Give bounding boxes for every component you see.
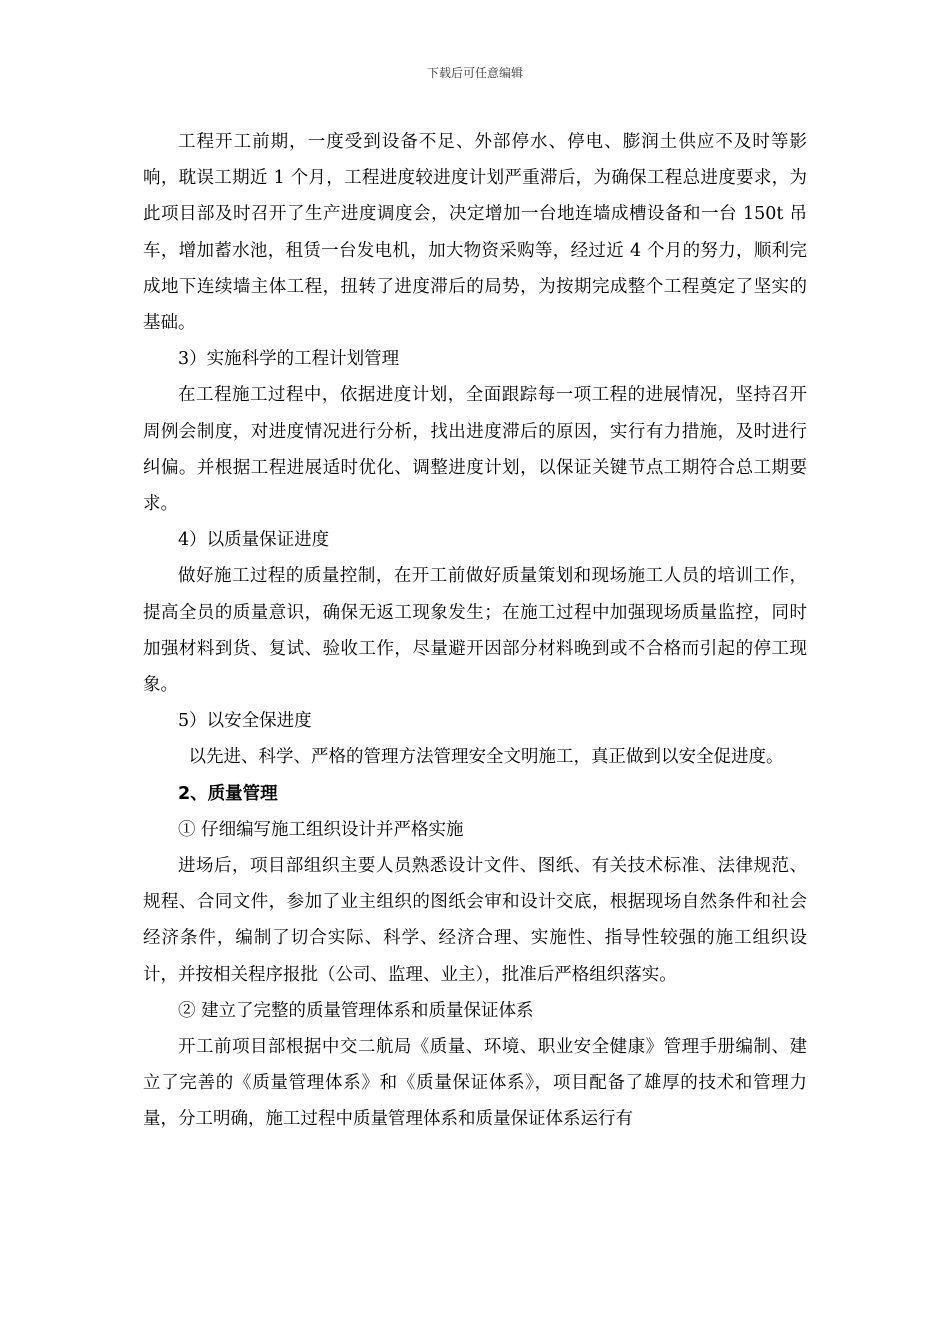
paragraph-safety-schedule: 以先进、科学、严格的管理方法管理安全文明施工，真正做到以安全促进度。 (188, 747, 784, 768)
heading-quality-schedule: 4）以质量保证进度 (178, 530, 330, 551)
document-body (143, 124, 807, 1138)
heading-planning-management: 3）实施科学的工程计划管理 (178, 349, 400, 370)
section-heading-quality-management: 2、质量管理 (178, 783, 278, 804)
paragraph-quality-schedule: 做好施工过程的质量控制，在开工前做好质量策划和现场施工人员的培训工作，提高全员的质量意识，确保无返工现象发生；在施工过程中加强现场质量监控，同时加强材料到货、复试、验收工作，尽量避开因部分材料晚到或不合格而引起的停工现象。 (143, 566, 807, 696)
paragraph-construction-design: 进场后，项目部组织主要人员熟悉设计文件、图纸、有关技术标准、法律规范、规程、合同文件，参加了业主组织的图纸会审和设计交底，根据现场自然条件和社会经济条件，编制了切合实际、科学、经济合理、实施性、指导性较强的施工组织设计，并按相关程序报批（公司、监理、业主），批准后严格组织落实。 (143, 856, 807, 985)
paragraph-quality-system: 开工前项目部根据中交二航局《质量、环境、职业安全健康》管理手册编制、建立了完善的《质量管理体系》和《质量保证体系》，项目配备了雄厚的技术和管理力量，分工明确，施工过程中质量管理体系和质量保证体系运行有 (143, 1037, 807, 1130)
paragraph-schedule-delay: 工程开工前期，一度受到设备不足、外部停水、停电、膨润土供应不及时等影响，耽误工期近 1 个月，工程进度较进度计划严重滞后，为确保工程总进度要求，为此项目部及时召开了生产进度调度会，决定增加一台地连墙成槽设备和一台 150t 吊车，增加蓄水池，租赁一台发电机，加大物资采购等，经过近 4 个月的努力，顺利完成地下连续墙主体工程，扭转了进度滞后的局势，为按期完成整个工程奠定了坚实的基础。 (143, 132, 807, 334)
heading-quality-system: ② 建立了完整的质量管理体系和质量保证体系 (178, 1000, 534, 1021)
paragraph-planning-management: 在工程施工过程中，依据进度计划，全面跟踪每一项工程的进展情况，坚持召开周例会制度，对进度情况进行分析，找出进度滞后的原因，实行有力措施，及时进行纠偏。并根据工程进展适时优化、调整进度计划，以保证关键节点工期符合总工期要求。 (143, 385, 807, 515)
heading-construction-design: ① 仔细编写施工组织设计并严格实施 (178, 819, 464, 840)
heading-safety-schedule: 5）以安全保进度 (178, 711, 312, 732)
page-header: 下载后可任意编辑 (426, 66, 523, 80)
